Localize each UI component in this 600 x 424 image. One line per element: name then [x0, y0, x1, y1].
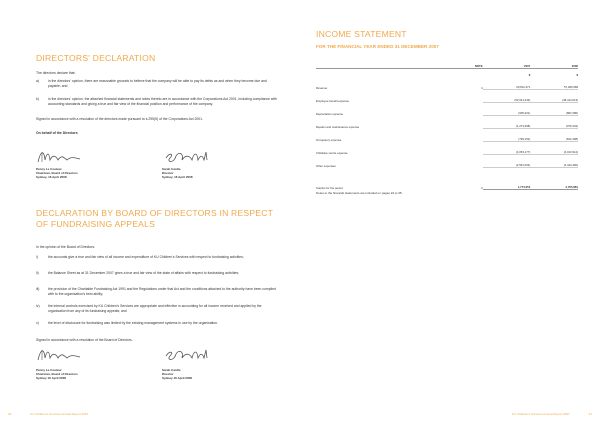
- row-note: [465, 103, 483, 116]
- signature-penny-2: [36, 346, 96, 364]
- signatory-penny: [36, 167, 78, 179]
- row-value-2007: (2,591,004): [483, 155, 531, 168]
- row-label: Depreciation expense: [316, 111, 344, 116]
- signatory-role: Director: [162, 372, 174, 376]
- signatory-role: Chairman, Board of Directors: [36, 372, 78, 376]
- table-row: [316, 77, 578, 90]
- total-label: Surplus for the period: [316, 185, 343, 190]
- row-value-2006: 57,480,968: [530, 77, 578, 90]
- footer-title: KU Children's Services Annual Report 2007: [511, 412, 570, 416]
- table-row: [316, 116, 578, 129]
- right-page: [300, 0, 600, 424]
- directors-item-a: [36, 79, 286, 93]
- item-text: the provision of the Charitable Fundraising Act 1991 and the Regulations under that Act and the conditions attached to the authority have been complied with to the organisation's best ability;: [48, 287, 276, 296]
- item-marker: i): [36, 255, 38, 259]
- signatory-penny-2: [36, 368, 78, 380]
- appeals-item-ii: [36, 271, 286, 283]
- left-footer: [8, 412, 88, 416]
- signature-sarah: [162, 148, 222, 166]
- row-label: Occupancy expense: [316, 137, 342, 142]
- income-statement-subtitle: FOR THE FINANCIAL YEAR ENDED 31 DECEMBER 2007: [316, 44, 439, 49]
- income-statement-table: [316, 62, 578, 190]
- row-value-2006: (2,444,482): [530, 155, 578, 168]
- item-marker: a): [36, 79, 40, 83]
- income-statement-title: INCOME STATEMENT: [316, 29, 407, 39]
- item-text: the Balance Sheet as at 31 December 2007 gives a true and fair view of the state of affairs with respect to fundraising activities;: [48, 271, 240, 275]
- row-label: Employee benefit expense: [316, 98, 349, 103]
- item-text: the level of disclosure for fundraising was limited by the existing management systems in use by the organisation.: [48, 321, 218, 325]
- row-value-2007: (52,041,433): [483, 90, 531, 103]
- directors-item-b: [36, 97, 286, 115]
- signatory-name: Sarah Cardle: [162, 368, 181, 372]
- row-label: Other expenses: [316, 163, 336, 168]
- row-label: Childcare centre expense: [316, 150, 348, 155]
- row-value-2006: (48,414,613): [530, 90, 578, 103]
- item-text: the accounts give a true and fair view of all income and expenditure of KU Children's Services with respect to fundraising activities;: [48, 255, 244, 259]
- row-label: Revenue: [316, 85, 328, 90]
- signatory-name: Penny Le Couteur: [36, 167, 62, 171]
- appeals-item-i: [36, 255, 286, 267]
- footer-title: KU Children's Services Annual Report 2007: [30, 412, 89, 416]
- directors-resolution: Signed in accordance with a resolution of the directors made pursuant to s.295(5) of the Corporations Act 2001.: [36, 117, 203, 121]
- appeals-intro: In the opinion of the Board of Directors:: [36, 245, 95, 249]
- table-row: [316, 90, 578, 103]
- row-value-2007: (1,273,398): [483, 116, 531, 129]
- total-note: 4: [481, 185, 483, 190]
- table-row: [316, 103, 578, 116]
- signature-penny: [36, 148, 96, 166]
- row-note: [465, 116, 483, 129]
- signatory-date: Sydney, 16 April 2008: [162, 175, 193, 179]
- item-text: in the directors' opinion, the attached financial statements and notes thereto are in accordance with the Corporations Act 2001, including compliance with accounting standards and giving a true and fair view of the financial position and performance of the company.: [48, 97, 277, 106]
- directors-declaration-title: DIRECTORS' DECLARATION: [36, 53, 156, 63]
- signatory-date: Sydney 16 April 2008: [36, 376, 66, 380]
- currency-2007: $: [528, 73, 531, 77]
- signatory-role: Chairman, Board of Directors: [36, 171, 78, 175]
- row-note: [465, 129, 483, 142]
- row-value-2007: 60,812,271: [483, 77, 531, 90]
- income-statement-footnote: Notes to the financial statements are included on pages 24 to 35.: [316, 191, 403, 195]
- row-value-2007: (4,053,177): [483, 142, 531, 155]
- row-note: [465, 90, 483, 103]
- row-value-2006: (812,398): [530, 129, 578, 142]
- row-note: [465, 142, 483, 155]
- page-number: 21: [588, 412, 592, 416]
- signature-sarah-2: [162, 346, 222, 364]
- on-behalf-text: On behalf of the Directors: [36, 131, 78, 135]
- signatory-sarah-2: [162, 368, 192, 380]
- item-marker: b): [36, 97, 40, 101]
- total-row: [316, 168, 578, 190]
- row-note: 4: [481, 85, 483, 90]
- page-number: 20: [8, 412, 12, 416]
- appeals-item-v: [36, 321, 286, 333]
- appeals-item-iii: [36, 287, 286, 299]
- row-note: [465, 155, 483, 168]
- signatory-sarah: [162, 167, 193, 179]
- column-header-note: NOTE: [465, 62, 483, 69]
- item-marker: ii): [36, 271, 39, 275]
- table-row: [316, 142, 578, 155]
- item-text: in the directors' opinion, there are reasonable grounds to believe that the company will be able to pay its debts as and when they become due and payable; and: [48, 79, 267, 88]
- row-value-2006: (979,334): [530, 116, 578, 129]
- column-header-2006: 2006: [530, 62, 578, 69]
- appeals-item-iv: [36, 304, 286, 316]
- fundraising-declaration-title: DECLARATION BY BOARD OF DIRECTORS IN RESPECT OF FUNDRAISING APPEALS: [36, 208, 273, 229]
- row-value-2006: (862,386): [530, 103, 578, 116]
- directors-intro: The directors declare that:: [36, 71, 76, 75]
- column-header-2007: 2007: [483, 62, 531, 69]
- total-value-2007: 1,774,054: [483, 168, 531, 190]
- signatory-date: Sydney, 16 April 2008: [36, 175, 67, 179]
- currency-row: [316, 69, 578, 78]
- item-marker: iv): [36, 304, 40, 308]
- row-value-2006: (4,013,914): [530, 142, 578, 155]
- right-footer: [512, 412, 592, 416]
- signatory-role: Director: [162, 171, 174, 175]
- signatory-date: Sydney 16 April 2008: [162, 376, 192, 380]
- item-marker: v): [36, 321, 39, 325]
- row-label: Repairs and maintenance expense: [316, 124, 360, 129]
- row-value-2007: (905,201): [483, 103, 531, 116]
- signatory-name: Sarah Cardle: [162, 167, 181, 171]
- table-row: [316, 155, 578, 168]
- total-value-2006: 2,765,881: [530, 168, 578, 190]
- signatory-name: Penny Le Couteur: [36, 368, 62, 372]
- table-row: [316, 129, 578, 142]
- currency-2006: $: [576, 73, 578, 77]
- appeals-resolution: Signed in accordance with a resolution of the Board of Directors.: [36, 338, 133, 342]
- item-text: the internal controls exercised by KU Children's Services are appropriate and effective in accounting for all income received and applied by the organisation from any of its fundraising appeals; and: [48, 304, 262, 313]
- item-marker: iii): [36, 287, 40, 291]
- row-value-2007: (799,152): [483, 129, 531, 142]
